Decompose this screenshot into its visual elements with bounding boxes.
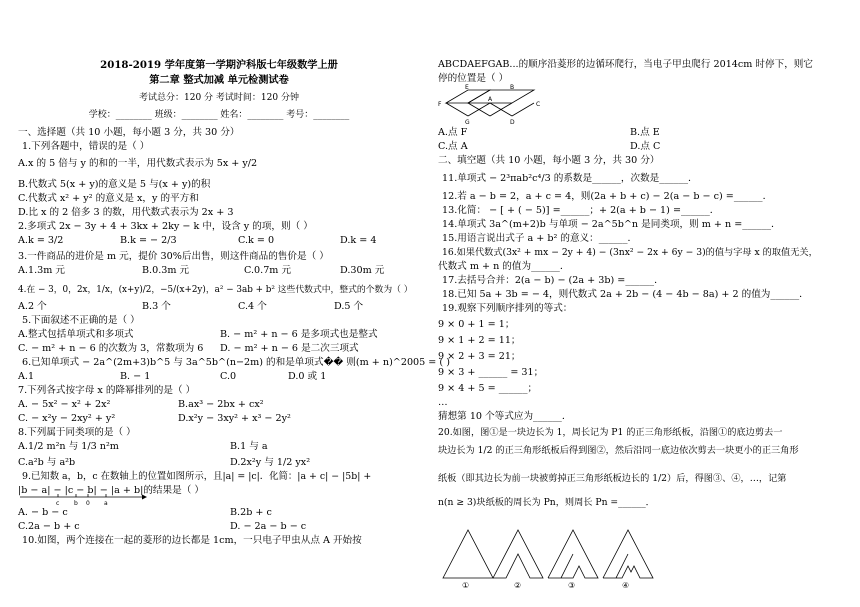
- rh-label-A: A: [488, 96, 493, 103]
- q4-option-d[interactable]: D.5 个: [334, 301, 364, 312]
- q6-option-a[interactable]: A.1: [18, 371, 35, 382]
- q3-stem: 3.一件商品的进价是 m 元，提价 30%后出售，则这件商品的售价是（ ）: [18, 251, 329, 262]
- q9-option-a[interactable]: A. − b − c: [18, 507, 68, 518]
- exam-title: 2018-2019 学年度第一学期沪科版七年级数学上册: [100, 59, 338, 71]
- rh-label-E: E: [465, 84, 469, 91]
- q1-stem: 1.下列各题中，错误的是（ ）: [22, 141, 150, 152]
- q3-option-d[interactable]: D.30m 元: [340, 265, 385, 276]
- q8-stem: 8.下列属于同类项的是（ ）: [18, 427, 136, 438]
- q19-conjecture: 猜想第 10 个等式应为______．: [438, 411, 572, 422]
- number-line-figure: [18, 489, 148, 507]
- q9-option-c[interactable]: C.2a − b + c: [18, 521, 80, 532]
- tri-label-4: ④: [622, 581, 630, 590]
- section-2-heading: 二、填空题（共 10 小题，每小题 3 分，共 30 分）: [438, 155, 660, 166]
- q7-option-b[interactable]: B.ax³ − 2bx + cx²: [178, 399, 264, 410]
- number-line-arrow: [142, 495, 147, 500]
- q8-option-c[interactable]: C.a²b 与 a²b: [18, 457, 76, 468]
- q17: 17.去括号合并：2(a − b) − (2a + 3b) =______．: [442, 275, 664, 286]
- rh-label-F: F: [438, 101, 442, 108]
- q3-option-b[interactable]: B.0.3m 元: [142, 265, 190, 276]
- q5-option-a[interactable]: A.整式包括单项式和多项式: [18, 329, 134, 340]
- q13: 13.化简： − [ + ( − 5)] =______；+ 2(a + b − 1) =______．: [442, 205, 720, 216]
- q3-option-a[interactable]: A.1.3m 元: [18, 265, 65, 276]
- q10-option-a[interactable]: A.点 F: [438, 127, 468, 138]
- q10-option-b[interactable]: B.点 E: [630, 127, 660, 138]
- q20-line-3: 纸板（即其边长为前一块被剪掉正三角形纸板边长的 1/2）后，得图③、④，…，记第: [438, 473, 787, 484]
- q14: 14.单项式 3a^(m+2)b 与单项 − 2a^5b^n 是同类项，则 m + n =______．: [442, 219, 781, 230]
- q8-option-d[interactable]: D.2x²y 与 1/2 yx²: [230, 457, 311, 468]
- nl-label-c: c: [56, 500, 60, 507]
- triangles-figure: [438, 510, 698, 590]
- q10-stem-cont: ABCDAEFGAB...的顺序沿菱形的边循环爬行，当电子甲虫爬行 2014cm 时停下，则它: [438, 59, 813, 70]
- q9-option-d[interactable]: D. − 2a − b − c: [230, 521, 307, 532]
- q6-stem: 6.已知单项式 − 2a^(2m+3)b^5 与 3a^5b^(n−2m) 的和是单项式�� 则(m + n)^2005 = ( ): [22, 357, 450, 368]
- rhombus-left: [446, 90, 490, 103]
- rh-label-B: B: [510, 84, 515, 91]
- q19-line-1: 9 × 0 + 1 = 1；: [438, 319, 515, 330]
- tri-label-3: ③: [568, 581, 576, 590]
- q1-option-a[interactable]: A.x 的 5 倍与 y 的和的一半，用代数式表示为 5x + y/2: [18, 158, 258, 169]
- q2-stem: 2.多项式 2x − 3y + 4 + 3kx + 2ky − k 中，设含 y 的项，则（ ）: [18, 221, 313, 232]
- q2-option-d[interactable]: D.k = 4: [340, 235, 377, 246]
- q20-line-2: 块边长为 1/2 的正三角形纸板后得到图②，然后沿同一底边依次剪去一块更小的正三角形: [438, 445, 799, 456]
- q12: 12.若 a − b = 2，a + c = 4，则(2a + b + c) − 2(a − b − c) =______．: [442, 191, 773, 202]
- rhombus-right: [468, 90, 534, 103]
- tri-label-2: ②: [514, 581, 522, 590]
- q5-option-b[interactable]: B. − m² + n − 6 是多项式也是整式: [220, 329, 378, 340]
- q2-option-b[interactable]: B.k = − 2/3: [120, 235, 177, 246]
- q4-option-c[interactable]: C.4 个: [238, 301, 267, 312]
- q10-option-d[interactable]: D.点 C: [630, 141, 661, 152]
- q3-option-c[interactable]: C.0.7m 元: [244, 265, 292, 276]
- q20-line-4: n(n ≥ 3)块纸板的周长为 Pn，则周长 Pn =______．: [438, 497, 655, 508]
- q19-line-5: 9 × 4 + 5 = ______；: [438, 383, 538, 394]
- q15: 15.用语言说出式子 a + b² 的意义：______．: [442, 233, 638, 244]
- rh-label-C: C: [536, 101, 541, 108]
- q5-option-d[interactable]: D. − m² + n − 6 是二次三项式: [220, 343, 359, 354]
- q7-stem: 7.下列各式按字母 x 的降幂排列的是（ ）: [18, 385, 196, 396]
- q10-option-c[interactable]: C.点 A: [438, 141, 468, 152]
- q19-line-6: …: [438, 397, 448, 408]
- q5-stem: 5.下面叙述不正确的是（ ）: [22, 315, 140, 326]
- nl-label-0: 0: [86, 500, 90, 507]
- q2-option-a[interactable]: A.k = 3/2: [18, 235, 64, 246]
- q4-option-a[interactable]: A.2 个: [18, 301, 47, 312]
- q9-stem-cont: |b − a| − |c − b| − |a + b|的结果是（ ）: [18, 485, 204, 496]
- q9-stem: 9.已知数 a，b，c 在数轴上的位置如图所示，且|a| = |c|．化简：|a + c| − |5b| +: [22, 471, 372, 482]
- exam-info: 考试总分：120 分 考试时间：120 分钟: [139, 93, 299, 103]
- q1-option-b[interactable]: B.代数式 5(x + y)的意义是 5 与(x + y)的积: [18, 179, 211, 190]
- q10-stem: 10.如图，两个连接在一起的菱形的边长都是 1cm，一只电子甲虫从点 A 开始按: [22, 535, 362, 546]
- q10-stem-cont2: 停的位置是（ ）: [438, 73, 509, 84]
- nl-label-a: a: [104, 500, 108, 507]
- exam-subtitle: 第二章 整式加减 单元检测试卷: [149, 74, 289, 86]
- triangle-2: [493, 530, 543, 578]
- q16-cont: 代数式 m + n 的值为______．: [438, 261, 570, 272]
- q11: 11.单项式 − 2³πab²c⁴/3 的系数是______，次数是______．: [442, 173, 698, 184]
- q19-line-3: 9 × 2 + 3 = 21；: [438, 351, 521, 362]
- q16: 16.如果代数式(3x² + mx − 2y + 4) − (3nx² − 2x + 6y − 3)的值与字母 x 的取值无关，: [442, 247, 818, 258]
- tri-label-1: ①: [462, 581, 470, 590]
- section-1-heading: 一、选择题（共 10 小题，每小题 3 分，共 30 分）: [18, 127, 240, 138]
- student-info: 学校：________ 班级：________ 姓名：________ 考号：________: [88, 110, 350, 120]
- q19-line-4: 9 × 3 + ______ = 31；: [438, 367, 544, 378]
- q9-option-b[interactable]: B.2b + c: [230, 507, 272, 518]
- q19-line-2: 9 × 1 + 2 = 11；: [438, 335, 521, 346]
- rh-label-D: D: [510, 119, 515, 126]
- q2-option-c[interactable]: C.k = 0: [238, 235, 275, 246]
- rhombus-figure: [438, 84, 548, 126]
- triangle-4: [603, 530, 653, 578]
- q4-option-b[interactable]: B.3 个: [142, 301, 171, 312]
- triangle-3: [548, 530, 598, 578]
- q20: 20.如图，图①是一块边长为 1，周长记为 P1 的正三角形纸板，沿图①的底边剪去一: [438, 427, 783, 438]
- q7-option-a[interactable]: A. − 5x² − x² + 2x²: [18, 399, 111, 410]
- q1-option-c[interactable]: C.代数式 x² + y² 的意义是 x，y 的平方和: [18, 193, 199, 204]
- rh-label-G: G: [465, 119, 470, 126]
- q7-option-d[interactable]: D.x²y − 3xy² + x³ − 2y²: [178, 413, 291, 424]
- q18: 18.已知 5a + 3b = − 4，则代数式 2a + 2b − (4 − 4b − 8a) + 2 的值为______．: [442, 289, 809, 300]
- q19: 19.观察下列顺序排列的等式：: [442, 303, 573, 314]
- q1-option-d[interactable]: D.比 x 的 2 倍多 3 的数，用代数式表示为 2x + 3: [18, 207, 234, 218]
- q4-stem: 4.在 − 3，0，2x，1/x，(x+y)/2，−5/(x+2y)，a² − 3ab + b² 这些代数式中，整式的个数为（ ）: [18, 285, 413, 295]
- q6-option-d[interactable]: D.0 或 1: [288, 371, 327, 382]
- q6-option-c[interactable]: C.0: [220, 371, 237, 382]
- q7-option-c[interactable]: C. − x²y − 2xy² + y²: [18, 413, 116, 424]
- nl-label-b: b: [74, 500, 78, 507]
- q5-option-c[interactable]: C. − m² + n − 6 的次数为 3，常数项为 6: [18, 343, 204, 354]
- q8-option-a[interactable]: A.1/2 m²n 与 1/3 n²m: [18, 441, 119, 452]
- q6-option-b[interactable]: B. − 1: [120, 371, 151, 382]
- triangle-1: [443, 530, 493, 578]
- q8-option-b[interactable]: B.1 与 a: [230, 441, 268, 452]
